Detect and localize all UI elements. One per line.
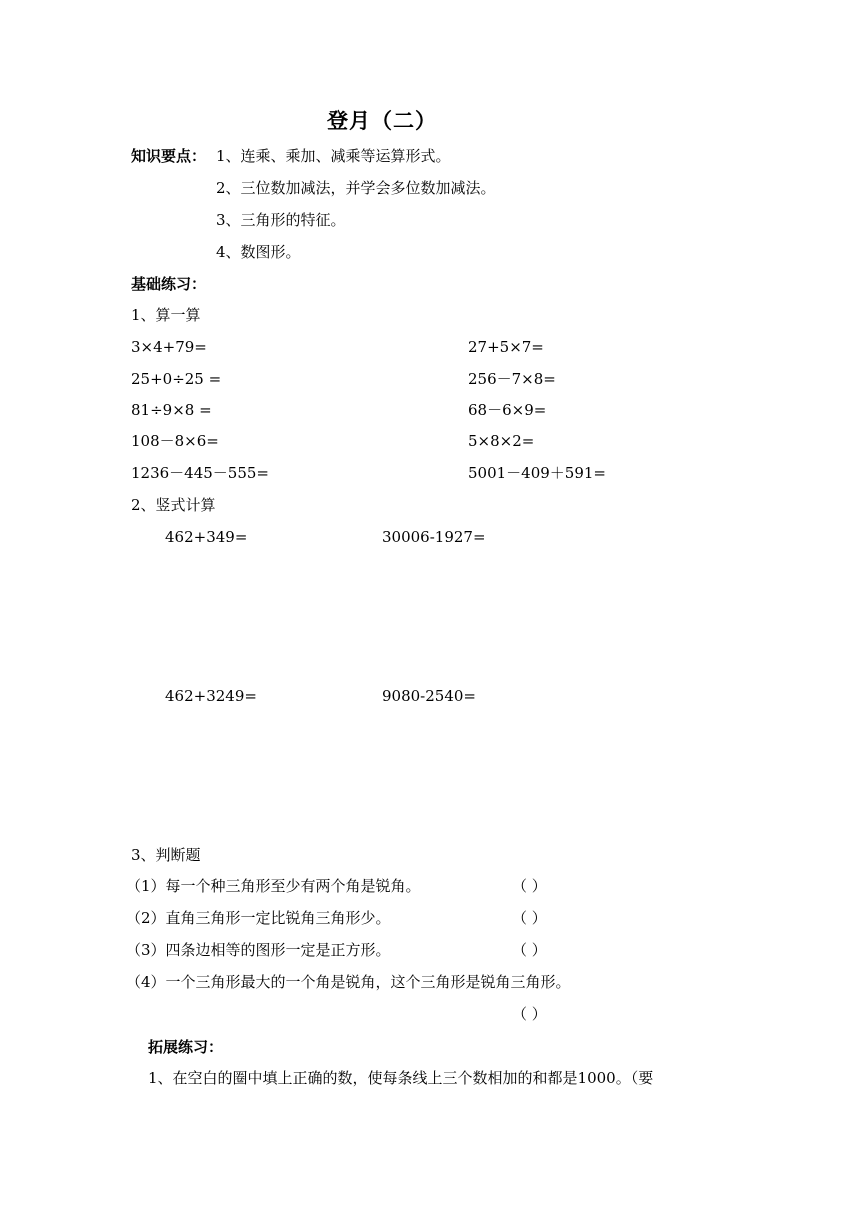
q2-problem-4: 9080-2540=	[382, 687, 476, 705]
q2-label: 2、竖式计算	[131, 496, 216, 514]
extend-heading: 拓展练习：	[148, 1038, 224, 1056]
q1-label: 1、算一算	[131, 306, 201, 324]
q2-problem-1: 462+349=	[165, 528, 248, 546]
q1-left-2: 25+0÷25 =	[131, 370, 222, 388]
q1-right-2: 256－7×8=	[468, 370, 556, 388]
q1-right-3: 68－6×9=	[468, 401, 547, 419]
q3-answer-bracket-1[interactable]: （ ）	[512, 877, 547, 895]
knowledge-item-3: 3、三角形的特征。	[216, 211, 346, 229]
q1-right-4: 5×8×2=	[468, 432, 535, 450]
knowledge-item-4: 4、数图形。	[216, 243, 301, 261]
q1-right-5: 5001－409＋591=	[468, 464, 607, 482]
q2-problem-3: 462+3249=	[165, 687, 257, 705]
q3-item-1: （1）每一个种三角形至少有两个角是锐角。	[126, 877, 421, 895]
q3-answer-bracket-2[interactable]: （ ）	[512, 909, 547, 927]
q3-item-2: （2）直角三角形一定比锐角三角形少。	[126, 909, 391, 927]
q3-label: 3、判断题	[131, 846, 201, 864]
q3-item-3: （3）四条边相等的图形一定是正方形。	[126, 941, 391, 959]
q3-answer-bracket-3[interactable]: （ ）	[512, 941, 547, 959]
extend-q1: 1、在空白的圈中填上正确的数，使每条线上三个数相加的和都是1000。（要	[148, 1069, 654, 1087]
knowledge-item-1: 1、连乘、乘加、减乘等运算形式。	[216, 147, 451, 165]
knowledge-item-2: 2、三位数加减法，并学会多位数加减法。	[216, 179, 496, 197]
q3-item-4: （4）一个三角形最大的一个角是锐角，这个三角形是锐角三角形。	[126, 973, 571, 991]
basic-heading: 基础练习：	[131, 275, 207, 293]
q1-left-3: 81÷9×8 =	[131, 401, 212, 419]
q1-left-4: 108－8×6=	[131, 432, 219, 450]
q1-left-1: 3×4+79=	[131, 338, 207, 356]
q1-right-1: 27+5×7=	[468, 338, 544, 356]
q3-answer-bracket-4[interactable]: （ ）	[512, 1005, 547, 1023]
knowledge-label: 知识要点：	[131, 147, 207, 165]
q2-problem-2: 30006-1927=	[382, 528, 486, 546]
page-title: 登月（二）	[327, 109, 437, 133]
q1-left-5: 1236－445－555=	[131, 464, 270, 482]
